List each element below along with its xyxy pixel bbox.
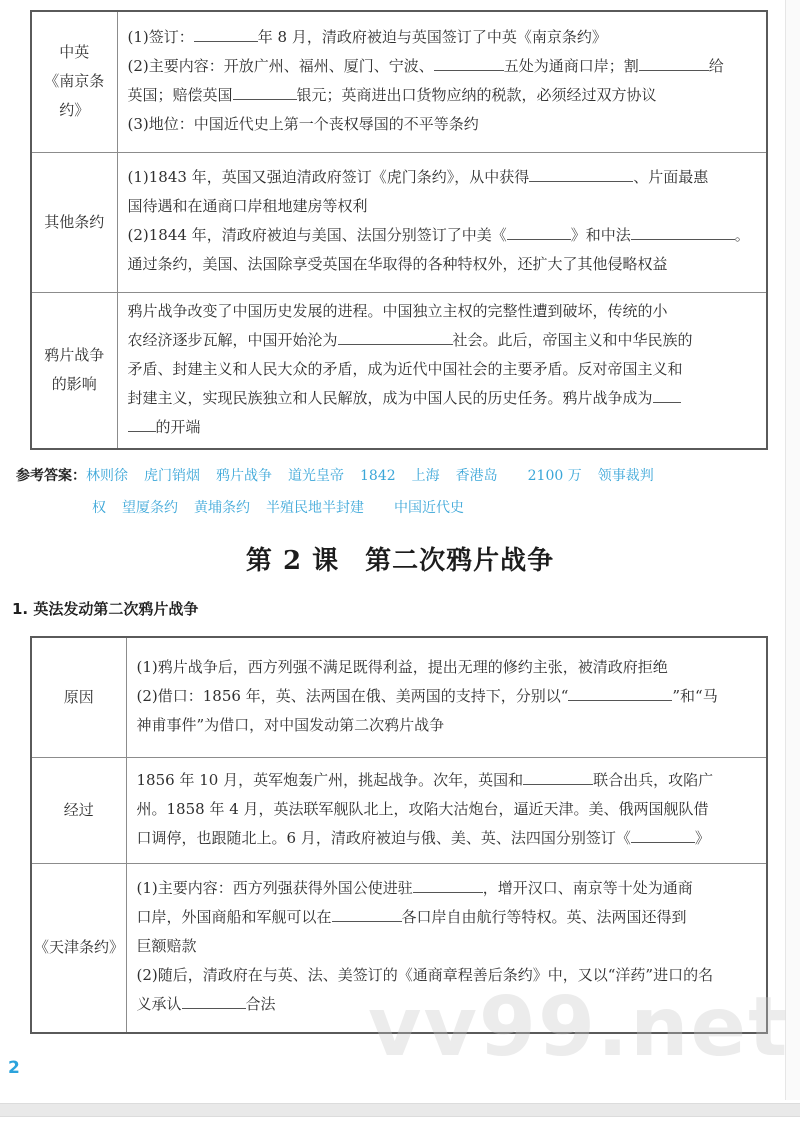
fill-blank[interactable] [631,223,735,240]
fill-blank[interactable] [568,684,672,701]
row-content [126,757,767,863]
page-number: 2 [8,1058,20,1078]
lesson-name: 第二次鸦片战争 [365,546,555,576]
content-line: 国待遇和在通商口岸租地建房等权利 [127,197,368,215]
content-line: 巨额赔款 [136,937,197,956]
content-line: 鸦片战争改变了中国历史发展的进程。中国独立主权的完整性遭到破坏，传统的小 [127,301,668,320]
fill-blank[interactable] [631,826,695,843]
row-content [126,637,767,757]
label-text: 经过 [63,800,94,819]
table-row-war-impact [31,292,767,449]
row-label [31,863,126,1033]
answer-item: 2100 万 [527,468,582,484]
content-line: 的开端 [128,413,757,442]
content-line: 义承认 合法 [137,990,757,1019]
fill-blank[interactable] [332,905,402,922]
second-opium-war-table [30,636,768,1034]
label-text: 其他条约 [44,212,105,231]
content-line: 英国；赔偿英国 银元；英商进出口货物应纳的税款，必须经过双方协议 [128,81,757,110]
answer-item: 香港岛 [455,468,498,484]
content-line: 矛盾、封建主义和人民大众的矛盾，成为近代中国社会的主要矛盾。反对帝国主义和 [127,359,683,378]
content-line: 通过条约，美国、法国除享受英国在华取得的各种特权外，还扩大了其他侵略权益 [127,255,668,273]
reference-answers [16,460,776,524]
content-line: (2)主要内容：开放广州、福州、厦门、宁波、 五处为通商口岸；割 给 [128,52,757,81]
label-line: 鸦片战争 [44,346,105,364]
content-line: 州。1858 年 4 月，英法联军舰队北上，攻陷大沽炮台，逼近天津。美、俄两国舰队借 [136,799,709,818]
row-label [31,11,117,152]
label-line: 的影响 [51,375,97,393]
fill-blank[interactable] [529,165,633,182]
content-line: 1856 年 10 月，英军炮轰广州，挑起战争。次年，英国和 联合出兵，攻陷广 [137,766,757,795]
content-line: 口岸，外国商船和军舰可以在 各口岸自由航行等特权。英、法两国还得到 [137,903,757,932]
label-line: 《南京条约》 [44,72,105,120]
answers-line-2 [16,492,776,524]
lesson-number: 第 2 课 [245,546,340,576]
watermark: vv99.net [368,980,790,1075]
row-content [117,152,767,292]
treaty-table [30,10,768,450]
section-heading: 1. 英法发动第二次鸦片战争 [12,600,199,618]
row-label [31,637,126,757]
table-row-other-treaties [31,152,767,292]
answer-item: 半殖民地半封建 [266,500,364,516]
table-row-nanjing-treaty [31,11,767,152]
fill-blank[interactable] [507,223,571,240]
answer-item: 黄埔条约 [194,500,250,516]
content-line: 封建主义，实现民族独立和人民解放，成为中国人民的历史任务。鸦片战争成为 [128,384,757,413]
fill-blank[interactable] [338,328,453,345]
row-content [117,11,767,152]
answers-line-1 [16,460,776,492]
content-line: (1)签订： 年 8 月，清政府被迫与英国签订了中英《南京条约》 [128,23,757,52]
fill-blank[interactable] [653,386,681,403]
content-line: (2)借口：1856 年，英、法两国在俄、美两国的支持下，分别以“ ”和“马 [137,682,757,711]
answer-item: 权 [92,500,106,516]
table-row-process [31,757,767,863]
content-line: 口调停，也跟随北上。6 月，清政府被迫与俄、美、英、法四国分别签订《 》 [137,824,757,853]
fill-blank[interactable] [128,415,156,432]
content-line: (1)鸦片战争后，西方列强不满足既得利益，提出无理的修约主张，被清政府拒绝 [136,657,668,676]
label-line: 中英 [59,43,90,62]
answer-item: 上海 [411,468,440,484]
fill-blank[interactable] [182,992,246,1009]
answer-item: 望厦条约 [122,500,178,516]
content-line: 农经济逐步瓦解，中国开始沦为 社会。此后，帝国主义和中华民族的 [128,326,757,355]
content-line: (1)1843 年，英国又强迫清政府签订《虎门条约》，从中获得 、片面最惠 [128,163,757,192]
answer-item: 1842 [360,468,396,484]
fill-blank[interactable] [233,83,297,100]
answer-item: 领事裁判 [597,468,654,484]
content-line: (3)地位：中国近代史上第一个丧权辱国的不平等条约 [127,114,479,133]
row-content [117,292,767,449]
page-separator [0,1103,800,1117]
answer-item: 虎门销烟 [144,468,200,484]
fill-blank[interactable] [434,54,504,71]
fill-blank[interactable] [639,54,709,71]
row-label [31,757,126,863]
table-row-cause [31,637,767,757]
answer-item: 鸦片战争 [216,468,272,484]
fill-blank[interactable] [523,768,593,785]
fill-blank[interactable] [413,876,483,893]
answer-item: 林则徐 [86,468,128,484]
content-line: 神甫事件”为借口，对中国发动第二次鸦片战争 [136,715,445,734]
answer-item: 中国近代史 [394,500,464,516]
content-line: (2)随后，清政府在与英、法、美签订的《通商章程善后条约》中，又以“洋药”进口的名 [136,966,714,985]
answer-item: 道光皇帝 [288,468,344,484]
lesson-title [0,540,800,577]
content-line: (2)1844 年，清政府被迫与美国、法国分别签订了中美《 》和中法 。 [128,221,757,250]
fill-blank[interactable] [194,25,258,42]
label-text: 原因 [63,687,94,706]
label-text: 《天津条约》 [34,938,125,957]
row-label [31,292,117,449]
content-line: (1)主要内容：西方列强获得外国公使进驻 ，增开汉口、南京等十处为通商 [137,874,757,903]
row-label [31,152,117,292]
answers-label: 参考答案： [16,468,86,484]
